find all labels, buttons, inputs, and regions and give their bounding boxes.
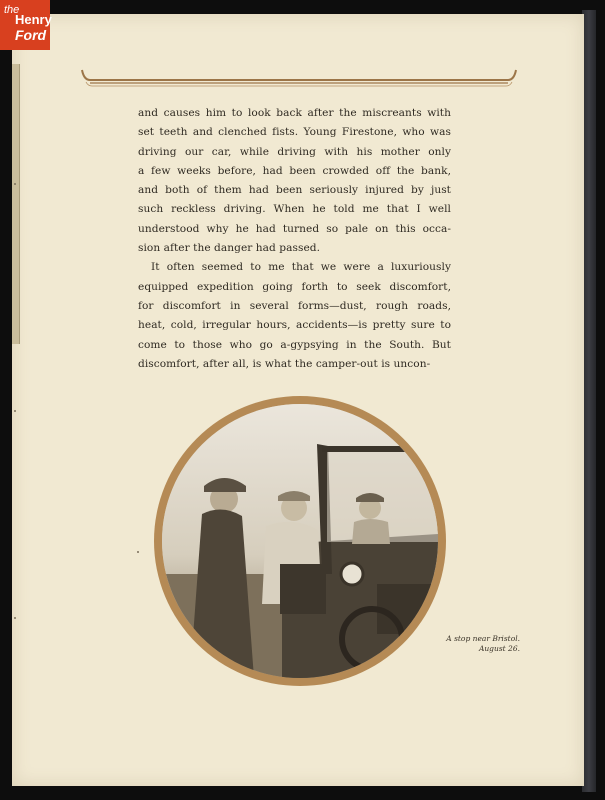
text-line: a few weeks before, had been crowded off the bank, (138, 164, 451, 177)
paragraph-2 (138, 258, 451, 374)
photo-scene (162, 404, 438, 678)
page-speck (14, 617, 16, 619)
header-ornament-rule (78, 68, 520, 90)
text-line: equipped expedition going forth to seek discomfort, (138, 280, 451, 293)
text-line: and causes him to look back after the miscreants with (138, 107, 451, 119)
page-speck (14, 410, 16, 412)
text-line: driving our car, while driving with his mother only (138, 145, 451, 158)
caption-line-2: August 26. (478, 644, 520, 653)
henry-ford-logo (0, 0, 50, 50)
text-line: understood why he had turned so pale on this occa- (138, 222, 451, 235)
page-speck (137, 551, 139, 553)
text-line: heat, cold, irregular hours, accidents—is pretty sure to (138, 319, 451, 332)
text-line: sion after the danger had passed. (138, 242, 321, 255)
text-line: discomfort, after all, is what the camper-out is uncon- (138, 357, 431, 370)
text-line: for discomfort in several forms—dust, rough roads, (138, 299, 451, 312)
book-binding-edge (582, 10, 596, 792)
text-line: It often seemed to me that we were a luxuriously (151, 261, 451, 274)
logo-ford: Ford (15, 27, 47, 43)
page-speck (14, 183, 16, 185)
logo-the: the (4, 4, 20, 16)
page-edge (12, 64, 20, 344)
logo-henry: Henry (15, 12, 52, 27)
text-line: set teeth and clenched fists. Young Firestone, who was (138, 126, 451, 139)
body-text (138, 104, 451, 374)
text-line: such reckless driving. When he told me that I well (138, 203, 451, 216)
circular-photograph (162, 404, 438, 678)
text-line: and both of them had been seriously injured by just (138, 184, 451, 197)
photo-caption (420, 634, 520, 654)
text-line: come to those who go a-gypsying in the South. But (138, 338, 451, 351)
paragraph-1 (138, 104, 451, 258)
caption-line-1: A stop near Bristol. (446, 634, 520, 643)
